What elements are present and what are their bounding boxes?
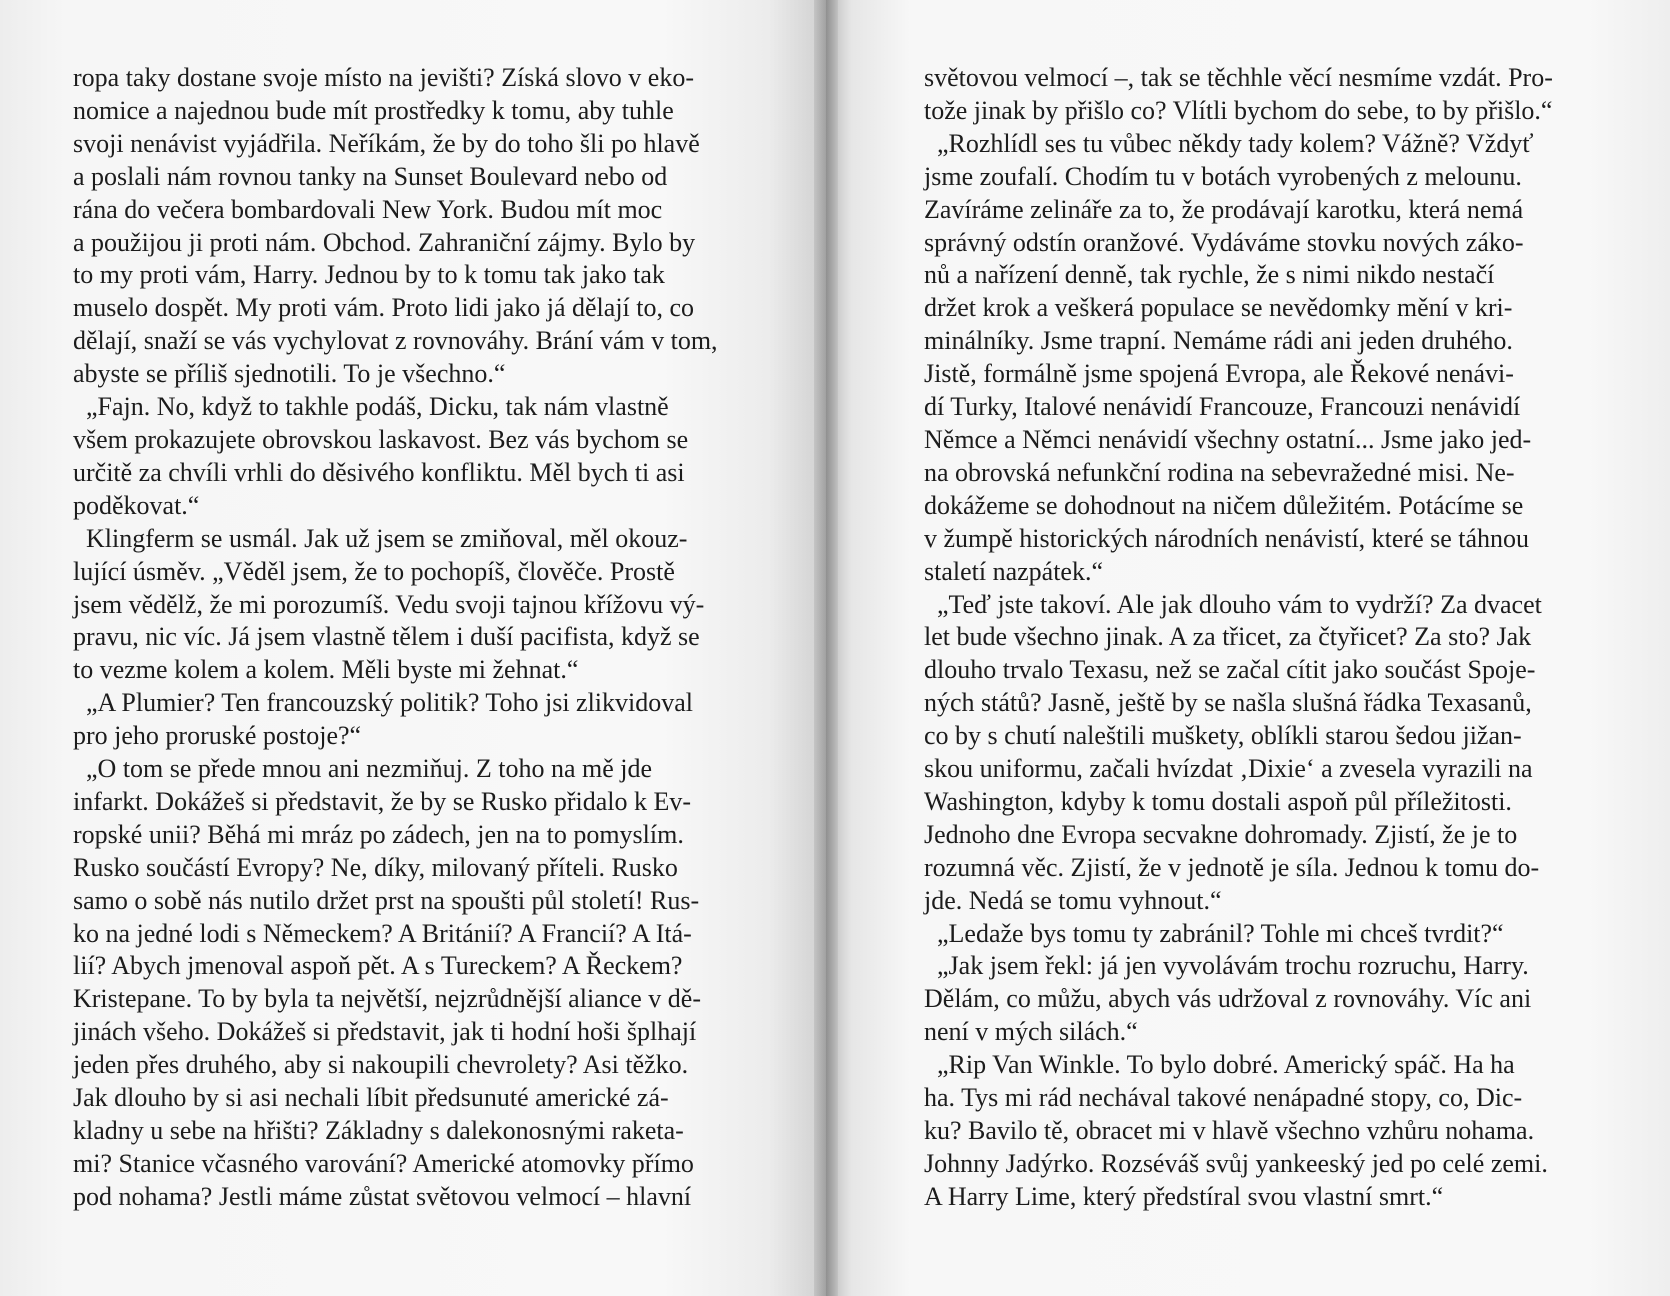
left-page-text: ropa taky dostane svoje místo na jevišti? Získá slovo v eko- nomice a najednou bude mít prostředky k tomu, aby tuhle svoji nenávist vyjádřila. Neříkám, že by do toho šli po hlavě a poslali nám rovnou tanky na Sunset Boulevard nebo od rána do večera bombardovali New York. Budou mít moc a použijou ji proti nám. Obchod. Zahraniční zájmy. Bylo by to my proti vám, Harry. Jednou by to k tomu tak jako tak muselo dospět. My proti vám. Proto lidi jako já dělají to, co dělají, snaží se vás vychylovat z rovnováhy. Brání vám v tom, abyste se příliš sjednotili. To je všechno.“ „Fajn. No, když to takhle podáš, Dicku, tak nám vlastně všem prokazujete obrovskou laskavost. Bez vás bychom se určitě za chvíli vrhli do děsivého konfliktu. Měl bych ti asi poděkovat.“ Klingferm se usmál. Jak už jsem se zmiňoval, měl okouz- lující úsměv. „Věděl jsem, že to pochopíš, člověče. Prostě jsem vědělž, že mi porozumíš. Vedu svoji tajnou křížovu vý- pravu, nic víc. Já jsem vlastně tělem i duší pacifista, když se to vezme kolem a kolem. Měli byste mi žehnat.“ „A Plumier? Ten francouzský politik? Toho jsi zlikvidoval pro jeho proruské postoje?“ „O tom se přede mnou ani nezmiňuj. Z toho na mě jde infarkt. Dokážeš si představit, že by se Rusko přidalo k Ev- ropské unii? Běhá mi mráz po zádech, jen na to pomyslím. Rusko součástí Evropy? Ne, díky, milovaný příteli. Rusko samo o sobě nás nutilo držet prst na spoušti půl století! Rus- ko na jedné lodi s Německem? A Británií? A Francií? A Itá- lií? Abych jmenoval aspoň pět. A s Tureckem? A Řeckem? Kristepane. To by byla ta největší, nejzrůdnější aliance v dě- jinách všeho. Dokážeš si představit, jak ti hodní hoši šplhají jeden přes druhého, aby si nakoupili chevrolety? Asi těžko. Jak dlouho by si asi nechali líbit předsunuté americké zá- kladny u sebe na hřišti? Základny s dalekonosnými raketa- mi? Stanice včasného varování? Americké atomovky přímo pod nohama? Jestli máme zůstat světovou velmocí – hlavní xyxy=(73,63,718,1211)
right-page xyxy=(826,0,1670,1296)
right-page-text: světovou velmocí –, tak se těchhle věcí nesmíme vzdát. Pro- tože jinak by přišlo co? Vlítli bychom do sebe, to by přišlo.“ „Rozhlídl ses tu vůbec někdy tady kolem? Vážně? Vždyť jsme zoufalí. Chodím tu v botách vyrobených z melounu. Zavíráme zelináře za to, že prodávají karotku, která nemá správný odstín oranžové. Vydáváme stovku nových záko- nů a nařízení denně, tak rychle, že s nimi nikdo nestačí držet krok a veškerá populace se nevědomky mění v kri- minálníky. Jsme trapní. Nemáme rádi ani jeden druhého. Jistě, formálně jsme spojená Evropa, ale Řekové nenávi- dí Turky, Italové nenávidí Francouze, Francouzi nenávidí Němce a Němci nenávidí všechny ostatní... Jsme jako jed- na obrovská nefunkční rodina na sebevražedné misi. Ne- dokážeme se dohodnout na ničem důležitém. Potácíme se v žumpě historických národních nenávistí, které se táhnou staletí nazpátek.“ „Teď jste takoví. Ale jak dlouho vám to vydrží? Za dvacet let bude všechno jinak. A za třicet, za čtyřicet? Za sto? Jak dlouho trvalo Texasu, než se začal cítit jako součást Spoje- ných států? Jasně, ještě by se našla slušná řádka Texasanů, co by s chutí naleštili muškety, oblíkli starou šedou jižan- skou uniformu, začali hvízdat ‚Dixie‘ a zvesela vyrazili na Washington, kdyby k tomu dostali aspoň půl příležitosti. Jednoho dne Evropa secvakne dohromady. Zjistí, že je to rozumná věc. Zjistí, že v jednotě je síla. Jednou k tomu do- jde. Nedá se tomu vyhnout.“ „Ledaže bys tomu ty zabránil? Tohle mi chceš tvrdit?“ „Jak jsem řekl: já jen vyvolávám trochu rozruchu, Harry. Dělám, co můžu, abych vás udržoval z rovnováhy. Víc ani není v mých silách.“ „Rip Van Winkle. To bylo dobré. Americký spáč. Ha ha ha. Tys mi rád nechával takové nenápadné stopy, co, Dic- ku? Bavilo tě, obracet mi v hlavě všechno vzhůru nohama. Johnny Jadýrko. Rozséváš svůj yankeeský jed po celé zemi. A Harry Lime, který předstíral svou vlastní smrt.“ xyxy=(924,63,1553,1211)
book-gutter xyxy=(814,0,838,1296)
left-page xyxy=(0,0,826,1296)
